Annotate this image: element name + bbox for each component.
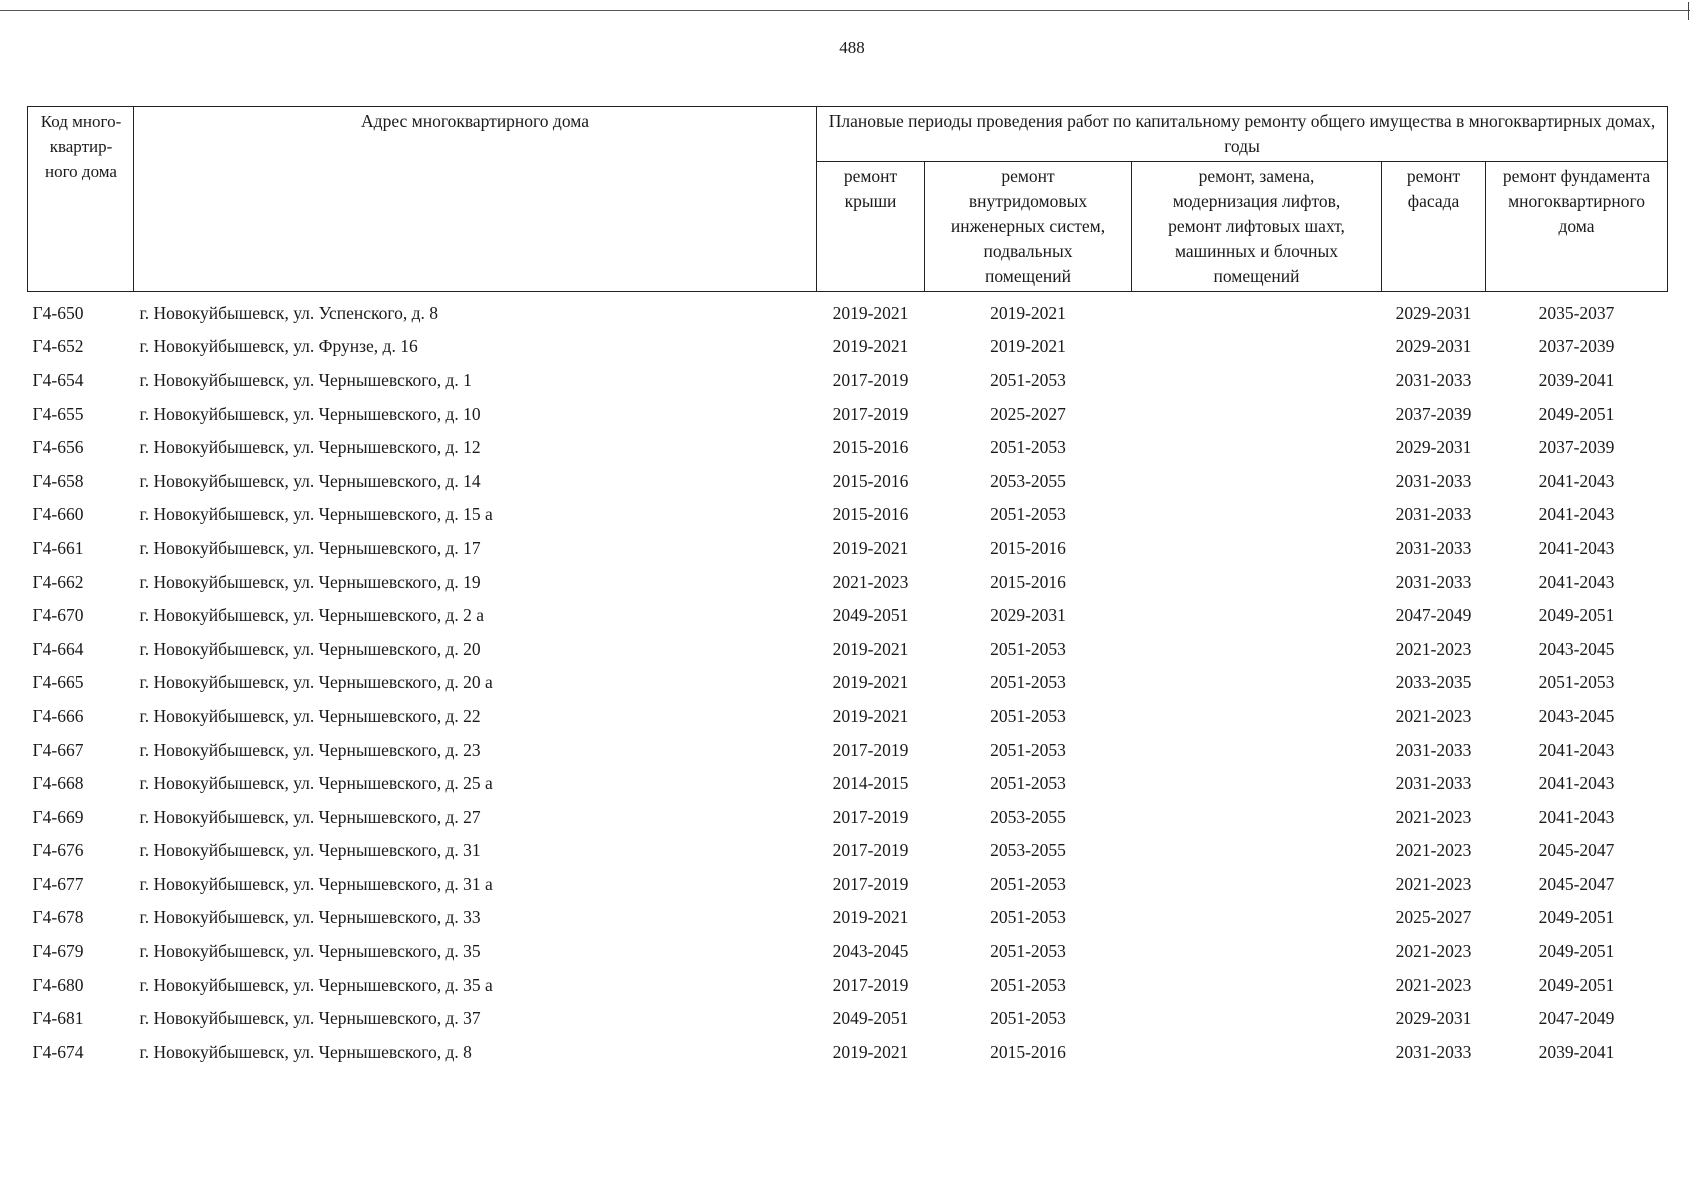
table-row (28, 1035, 1668, 1069)
header-engineering-line: инженерных систем, (950, 216, 1106, 236)
row-address: г. Новокуйбышевск, ул. Чернышевского, д. 12 (139, 437, 481, 458)
row-roof-period: 2015-2016 (832, 437, 909, 458)
table-row (28, 397, 1668, 431)
row-facade-period: 2021-2023 (1395, 806, 1472, 827)
row-roof-period: 2049-2051 (832, 1008, 909, 1029)
row-code: Г4-658 (32, 470, 84, 491)
corner-mark (1688, 2, 1690, 20)
row-facade-period: 2021-2023 (1395, 873, 1472, 894)
row-lifts-period (1132, 565, 1382, 599)
row-lifts-period (1132, 1001, 1382, 1035)
row-facade-period: 2031-2033 (1395, 369, 1472, 390)
row-engineering-period: 2051-2053 (990, 437, 1066, 458)
row-facade-period: 2031-2033 (1395, 1041, 1472, 1062)
table-row (28, 292, 1668, 330)
row-roof-period: 2019-2021 (832, 638, 909, 659)
table-row (28, 800, 1668, 834)
header-foundation (1486, 162, 1668, 292)
row-roof-period: 2015-2016 (832, 470, 909, 491)
row-engineering-period: 2029-2031 (990, 605, 1066, 626)
row-address: г. Новокуйбышевск, ул. Чернышевского, д. 23 (139, 739, 481, 760)
row-address: г. Новокуйбышевск, ул. Чернышевского, д. 27 (139, 806, 481, 827)
header-engineering-line: помещений (985, 266, 1071, 286)
header-engineering-line: подвальных (983, 241, 1073, 261)
row-roof-period: 2015-2016 (832, 504, 909, 525)
schedule-table (27, 106, 1668, 1069)
row-lifts-period (1132, 934, 1382, 968)
row-engineering-period: 2051-2053 (990, 907, 1066, 928)
row-lifts-period (1132, 766, 1382, 800)
row-foundation-period: 2041-2043 (1538, 504, 1615, 525)
header-roof (817, 162, 925, 292)
row-facade-period: 2031-2033 (1395, 739, 1472, 760)
table-row (28, 834, 1668, 868)
row-roof-period: 2021-2023 (832, 571, 909, 592)
row-roof-period: 2017-2019 (832, 974, 909, 995)
row-facade-period: 2021-2023 (1395, 974, 1472, 995)
table-row (28, 934, 1668, 968)
row-roof-period: 2019-2021 (832, 537, 909, 558)
header-engineering (925, 162, 1132, 292)
row-foundation-period: 2043-2045 (1538, 705, 1615, 726)
row-lifts-period (1132, 800, 1382, 834)
row-facade-period: 2029-2031 (1395, 437, 1472, 458)
row-facade-period: 2031-2033 (1395, 504, 1472, 525)
row-code: Г4-681 (32, 1008, 84, 1029)
row-foundation-period: 2037-2039 (1538, 336, 1615, 357)
row-address: г. Новокуйбышевск, ул. Чернышевского, д. 15 а (139, 504, 493, 525)
row-roof-period: 2019-2021 (832, 302, 909, 323)
table-row (28, 1001, 1668, 1035)
table-row (28, 565, 1668, 599)
row-engineering-period: 2051-2053 (990, 638, 1066, 659)
row-address: г. Новокуйбышевск, ул. Чернышевского, д. 25 а (139, 773, 493, 794)
row-code: Г4-652 (32, 336, 84, 357)
row-code: Г4-662 (32, 571, 84, 592)
row-code: Г4-655 (32, 403, 84, 424)
header-lifts-line: модернизация лифтов, (1172, 191, 1341, 211)
table-row (28, 498, 1668, 532)
row-foundation-period: 2041-2043 (1538, 806, 1615, 827)
row-engineering-period: 2051-2053 (990, 705, 1066, 726)
row-engineering-period: 2025-2027 (990, 403, 1066, 424)
row-facade-period: 2021-2023 (1395, 705, 1472, 726)
row-code: Г4-676 (32, 840, 84, 861)
row-engineering-period: 2051-2053 (990, 504, 1066, 525)
row-engineering-period: 2015-2016 (990, 571, 1066, 592)
row-code: Г4-677 (32, 873, 84, 894)
row-lifts-period (1132, 632, 1382, 666)
row-engineering-period: 2053-2055 (990, 806, 1066, 827)
row-roof-period: 2017-2019 (832, 403, 909, 424)
row-lifts-period (1132, 397, 1382, 431)
table-row (28, 733, 1668, 767)
row-roof-period: 2019-2021 (832, 705, 909, 726)
row-lifts-period (1132, 430, 1382, 464)
row-lifts-period (1132, 699, 1382, 733)
row-address: г. Новокуйбышевск, ул. Чернышевского, д. 20 а (139, 672, 493, 693)
row-facade-period: 2047-2049 (1395, 605, 1472, 626)
header-lifts-line: помещений (1213, 266, 1300, 286)
row-facade-period: 2031-2033 (1395, 571, 1472, 592)
row-foundation-period: 2039-2041 (1538, 369, 1615, 390)
row-roof-period: 2017-2019 (832, 369, 909, 390)
row-engineering-period: 2051-2053 (990, 773, 1066, 794)
row-code: Г4-678 (32, 907, 84, 928)
row-lifts-period (1132, 363, 1382, 397)
row-lifts-period (1132, 968, 1382, 1002)
row-code: Г4-674 (32, 1041, 84, 1062)
row-roof-period: 2017-2019 (832, 806, 909, 827)
row-address: г. Новокуйбышевск, ул. Чернышевского, д. 35 а (139, 974, 493, 995)
header-lifts-line: ремонт, замена, (1198, 166, 1315, 186)
row-code: Г4-679 (32, 941, 84, 962)
header-engineering-line: ремонт (1001, 166, 1055, 186)
table-row (28, 968, 1668, 1002)
row-foundation-period: 2035-2037 (1538, 302, 1615, 323)
row-address: г. Новокуйбышевск, ул. Чернышевского, д. 37 (139, 1008, 481, 1029)
header-facade (1382, 162, 1486, 292)
row-foundation-period: 2049-2051 (1538, 907, 1615, 928)
row-code: Г4-660 (32, 504, 84, 525)
row-code: Г4-656 (32, 437, 84, 458)
row-engineering-period: 2053-2055 (990, 470, 1066, 491)
row-code: Г4-667 (32, 739, 84, 760)
row-facade-period: 2021-2023 (1395, 840, 1472, 861)
header-facade-line: фасада (1407, 191, 1460, 211)
row-code: Г4-661 (32, 537, 84, 558)
row-engineering-period: 2051-2053 (990, 369, 1066, 390)
row-lifts-period (1132, 666, 1382, 700)
row-facade-period: 2029-2031 (1395, 302, 1472, 323)
row-engineering-period: 2051-2053 (990, 672, 1066, 693)
table-row (28, 632, 1668, 666)
row-address: г. Новокуйбышевск, ул. Чернышевского, д. 10 (139, 403, 481, 424)
header-roof-line: ремонт (843, 166, 898, 186)
row-foundation-period: 2047-2049 (1538, 1008, 1615, 1029)
row-engineering-period: 2051-2053 (990, 1008, 1066, 1029)
row-foundation-period: 2043-2045 (1538, 638, 1615, 659)
row-lifts-period (1132, 1035, 1382, 1069)
table-row (28, 867, 1668, 901)
row-facade-period: 2029-2031 (1395, 336, 1472, 357)
row-roof-period: 2017-2019 (832, 873, 909, 894)
row-address: г. Новокуйбышевск, ул. Чернышевского, д. 2 а (139, 605, 484, 626)
header-lifts-line: машинных и блочных (1174, 241, 1339, 261)
header-planned-periods: Плановые периоды проведения работ по капитальному ремонту общего имущества в многоквартирных домах, годы (817, 107, 1668, 162)
row-engineering-period: 2019-2021 (990, 336, 1066, 357)
row-foundation-period: 2041-2043 (1538, 739, 1615, 760)
row-facade-period: 2037-2039 (1395, 403, 1472, 424)
header-roof-line: крыши (844, 191, 897, 211)
row-lifts-period (1132, 292, 1382, 330)
row-lifts-period (1132, 867, 1382, 901)
row-address: г. Новокуйбышевск, ул. Чернышевского, д. 19 (139, 571, 481, 592)
row-lifts-period (1132, 598, 1382, 632)
row-code: Г4-654 (32, 369, 84, 390)
row-foundation-period: 2051-2053 (1538, 672, 1615, 693)
row-engineering-period: 2015-2016 (990, 537, 1066, 558)
row-foundation-period: 2041-2043 (1538, 773, 1615, 794)
row-address: г. Новокуйбышевск, ул. Чернышевского, д. 31 а (139, 873, 493, 894)
row-code: Г4-666 (32, 705, 84, 726)
row-engineering-period: 2015-2016 (990, 1041, 1066, 1062)
row-lifts-period (1132, 498, 1382, 532)
table-row (28, 699, 1668, 733)
row-facade-period: 2021-2023 (1395, 941, 1472, 962)
header-lifts-line: ремонт лифтовых шахт, (1168, 216, 1345, 236)
row-lifts-period (1132, 901, 1382, 935)
table-row (28, 766, 1668, 800)
row-address: г. Новокуйбышевск, ул. Чернышевского, д. 35 (139, 941, 481, 962)
row-engineering-period: 2019-2021 (990, 302, 1066, 323)
table-row (28, 330, 1668, 364)
header-code-line: квартир- (49, 137, 113, 156)
row-facade-period: 2031-2033 (1395, 470, 1472, 491)
row-address: г. Новокуйбышевск, ул. Чернышевского, д. 31 (139, 840, 481, 861)
page-top-rule (0, 10, 1690, 11)
table-body (28, 292, 1668, 1069)
row-address: г. Новокуйбышевск, ул. Чернышевского, д. 8 (139, 1041, 472, 1062)
row-foundation-period: 2049-2051 (1538, 605, 1615, 626)
row-code: Г4-670 (32, 605, 84, 626)
row-address: г. Новокуйбышевск, ул. Чернышевского, д. 22 (139, 705, 481, 726)
row-lifts-period (1132, 733, 1382, 767)
row-facade-period: 2033-2035 (1395, 672, 1472, 693)
table-row (28, 901, 1668, 935)
row-foundation-period: 2039-2041 (1538, 1041, 1615, 1062)
row-lifts-period (1132, 330, 1382, 364)
header-facade-line: ремонт (1406, 166, 1461, 186)
row-foundation-period: 2041-2043 (1538, 470, 1615, 491)
table-row (28, 464, 1668, 498)
row-roof-period: 2017-2019 (832, 739, 909, 760)
row-foundation-period: 2049-2051 (1538, 403, 1615, 424)
row-address: г. Новокуйбышевск, ул. Фрунзе, д. 16 (139, 336, 418, 357)
row-facade-period: 2031-2033 (1395, 537, 1472, 558)
row-engineering-period: 2051-2053 (990, 941, 1066, 962)
row-address: г. Новокуйбышевск, ул. Чернышевского, д. 14 (139, 470, 481, 491)
table-row (28, 531, 1668, 565)
row-engineering-period: 2051-2053 (990, 873, 1066, 894)
row-foundation-period: 2049-2051 (1538, 941, 1615, 962)
row-roof-period: 2014-2015 (832, 773, 909, 794)
row-facade-period: 2031-2033 (1395, 773, 1472, 794)
row-roof-period: 2043-2045 (832, 941, 909, 962)
header-lifts (1132, 162, 1382, 292)
row-roof-period: 2019-2021 (832, 1041, 909, 1062)
header-foundation-line: многоквартирного (1508, 191, 1645, 211)
row-facade-period: 2021-2023 (1395, 638, 1472, 659)
row-code: Г4-680 (32, 974, 84, 995)
row-address: г. Новокуйбышевск, ул. Чернышевского, д. 20 (139, 638, 481, 659)
row-foundation-period: 2041-2043 (1538, 571, 1615, 592)
row-foundation-period: 2041-2043 (1538, 537, 1615, 558)
header-foundation-line: ремонт фундамента (1502, 166, 1651, 186)
table-header (28, 107, 1668, 292)
row-foundation-period: 2049-2051 (1538, 974, 1615, 995)
row-roof-period: 2049-2051 (832, 605, 909, 626)
row-lifts-period (1132, 531, 1382, 565)
table-row (28, 430, 1668, 464)
row-foundation-period: 2037-2039 (1538, 437, 1615, 458)
row-address: г. Новокуйбышевск, ул. Чернышевского, д. 17 (139, 537, 481, 558)
row-code: Г4-665 (32, 672, 84, 693)
table-row (28, 598, 1668, 632)
row-engineering-period: 2051-2053 (990, 739, 1066, 760)
row-engineering-period: 2053-2055 (990, 840, 1066, 861)
row-code: Г4-664 (32, 638, 84, 659)
row-address: г. Новокуйбышевск, ул. Чернышевского, д. 33 (139, 907, 481, 928)
row-roof-period: 2019-2021 (832, 672, 909, 693)
row-engineering-period: 2051-2053 (990, 974, 1066, 995)
row-lifts-period (1132, 464, 1382, 498)
header-code-line: ного дома (45, 162, 117, 181)
capital-repair-schedule (27, 106, 1667, 1069)
row-address: г. Новокуйбышевск, ул. Чернышевского, д. 1 (139, 369, 472, 390)
row-foundation-period: 2045-2047 (1538, 873, 1615, 894)
row-foundation-period: 2045-2047 (1538, 840, 1615, 861)
header-engineering-line: внутридомовых (968, 191, 1088, 211)
row-code: Г4-650 (32, 302, 84, 323)
table-row (28, 666, 1668, 700)
row-code: Г4-668 (32, 773, 84, 794)
page-number: 488 (839, 38, 865, 57)
header-foundation-line: дома (1558, 216, 1595, 236)
row-roof-period: 2019-2021 (832, 336, 909, 357)
row-code: Г4-669 (32, 806, 84, 827)
row-lifts-period (1132, 834, 1382, 868)
row-roof-period: 2017-2019 (832, 840, 909, 861)
header-address: Адрес многоквартирного дома (134, 107, 817, 292)
header-code-line: Код много- (40, 112, 122, 131)
row-roof-period: 2019-2021 (832, 907, 909, 928)
table-row (28, 363, 1668, 397)
header-code (28, 107, 134, 292)
row-facade-period: 2029-2031 (1395, 1008, 1472, 1029)
row-facade-period: 2025-2027 (1395, 907, 1472, 928)
row-address: г. Новокуйбышевск, ул. Успенского, д. 8 (139, 302, 438, 323)
